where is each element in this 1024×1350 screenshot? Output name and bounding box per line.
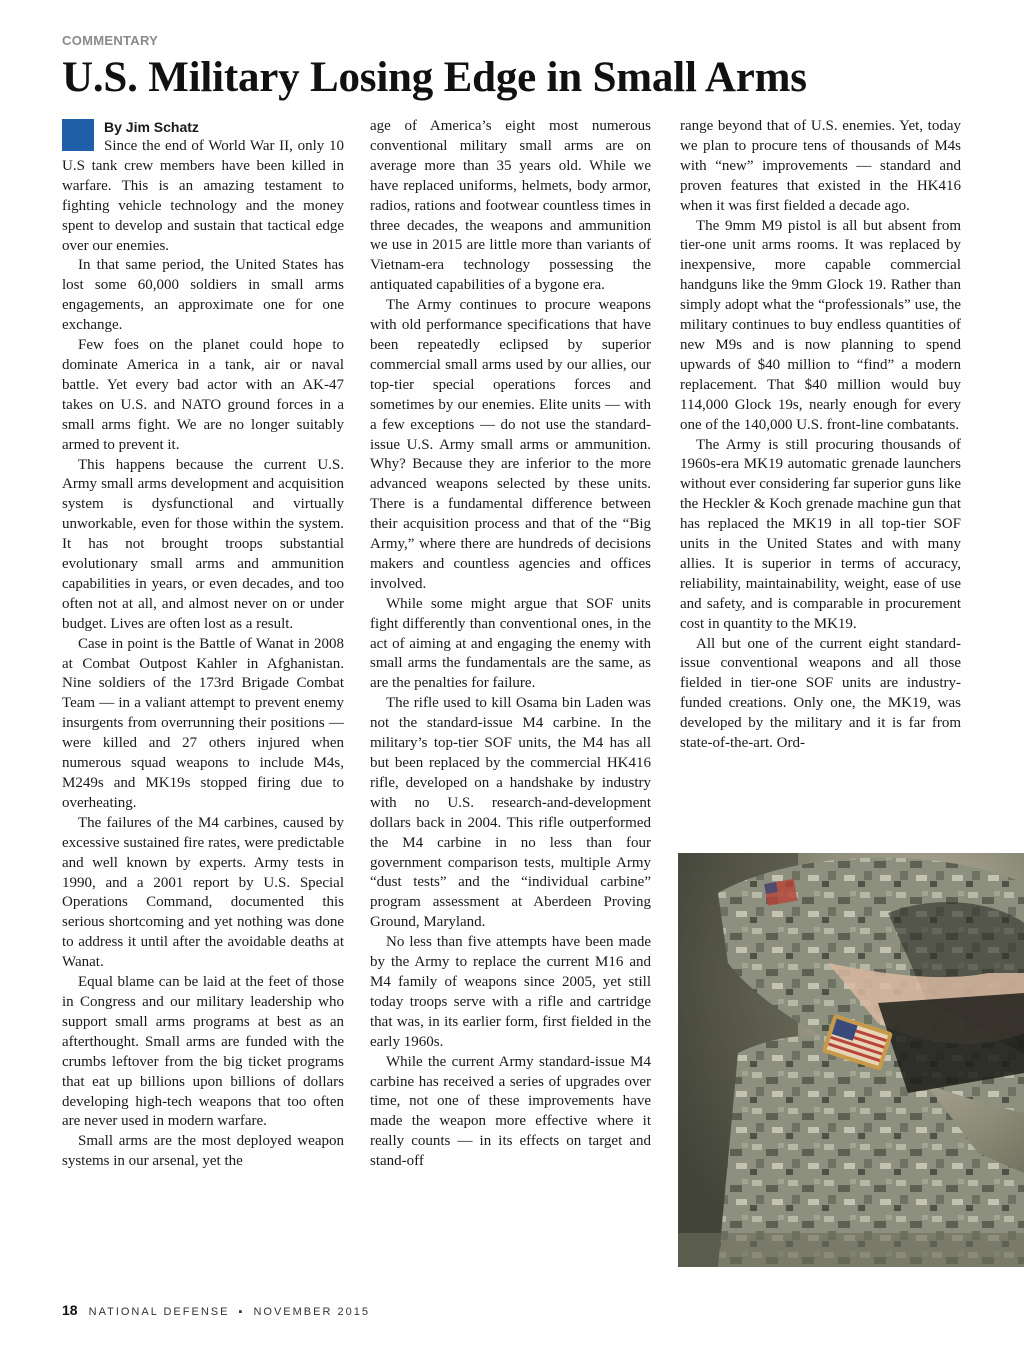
issue-date: NOVEMBER 2015 xyxy=(253,1306,370,1318)
paragraph: The failures of the M4 carbines, caused by excessive sustained fire rates, were predictable and well known by experts. Army tests in 1990, and a 2001 report by U.S. Special Operations Command, documented this serious shortcoming and yet nothing was done to address it until after the avoidable deaths at Wanat. xyxy=(62,814,344,971)
accent-square xyxy=(62,119,94,151)
publication-name: NATIONAL DEFENSE xyxy=(88,1306,230,1318)
paragraph: The Army is still procuring thousands of 1960s-era MK19 automatic grenade launchers without ever considering far superior guns like the Heckler & Koch grenade machine gun that has replaced the MK19 in all top-tier SOF units in the United States and with many allies. It is superior in terms of accuracy, reliability, maintainability, weight, ease of use and safety, and is comparable in procurement cost in quantity to the MK19. xyxy=(680,436,961,632)
paragraph: Since the end of World War II, only 10 U.S tank crew members have been killed in warfare. This is an amazing testament to fighting vehicle technology and the money spent to develop and sustain that tactical edge over our enemies. xyxy=(62,138,344,254)
byline: By Jim Schatz xyxy=(104,119,199,135)
paragraph: While some might argue that SOF units fight differently than conventional ones, in the act of aiming at and engaging the enemy with small arms the fundamentals are the same, as are the penalties for failure. xyxy=(370,595,651,692)
separator-icon: ▪ xyxy=(238,1306,245,1318)
soldier-photo xyxy=(678,853,1024,1267)
paragraph: The rifle used to kill Osama bin Laden was not the standard-issue M4 carbine. In the military’s top-tier SOF units, the M4 has all but been replaced by the commercial HK416 rifle, developed on a handshake by industry with no U.S. research-and-development dollars back in 2004. This rifle outperformed the M4 carbine in no less than four government comparison tests, multiple Army “dust tests” and the “individual carbine” program assessment at Aberdeen Proving Ground, Maryland. xyxy=(370,695,651,931)
headline: U.S. Military Losing Edge in Small Arms xyxy=(62,54,807,101)
paragraph: Equal blame can be laid at the feet of those in Congress and our military leadership who support small arms programs at best as an afterthought. Small arms are funded with the crumbs leftover from the big ticket programs that eat up billions upon billions of dollars developing high-tech weapons that too often are never used in modern warfare. xyxy=(62,974,344,1130)
paragraph: All but one of the current eight standard-issue conventional weapons and all those fielded in tier-one SOF units are industry-funded creations. Only one, the MK19, was developed by the military and it is far from state-of-the-art. Ord- xyxy=(680,635,961,752)
byline-row xyxy=(62,117,344,137)
paragraph: No less than five attempts have been made by the Army to replace the current M16 and M4 family of weapons since 2005, yet still today troops serve with a rifle and cartridge that was, in its earlier form, first fielded in the early 1960s. xyxy=(370,934,651,1050)
column-1 xyxy=(62,117,344,1172)
paragraph: Few foes on the planet could hope to dominate America in a tank, air or naval battle. Yet every bad actor with an AK-47 takes on U.S. and NATO ground forces in a small arms fight. We are no longer suitably armed to prevent it. xyxy=(62,337,344,453)
paragraph: age of America’s eight most numerous conventional military small arms are on average more than 35 years old. While we have replaced uniforms, helmets, body armor, radios, rations and footwear countless times in three decades, the weapons and ammunition we use in 2015 are little more than variants of Vietnam-era technology possessing the antiquated capabilities of a bygone era. xyxy=(370,118,651,294)
column-2 xyxy=(370,117,651,1172)
paragraph: range beyond that of U.S. enemies. Yet, today we plan to procure tens of thousands of M4s with “new” improvements — standard and proven features that existed in the HK416 when it was first fielded a decade ago. xyxy=(680,118,961,214)
column-3 xyxy=(680,117,961,754)
paragraph: The 9mm M9 pistol is all but absent from tier-one unit arms rooms. It was replaced by inexpensive, more capable commercial handguns like the 9mm Glock 19. Rather than simply adopt what the “professionals” use, the military continues to buy endless quantities of new M9s and is now planning to spend upwards of $40 million to “find” a modern replacement. That $40 million would buy 114,000 Glock 19s, nearly enough for every one of the 140,000 U.S. front-line combatants. xyxy=(680,217,961,433)
paragraph: In that same period, the United States has lost some 60,000 soldiers in small arms engagements, an approximate one for one exchange. xyxy=(62,257,344,334)
page-number: 18 xyxy=(62,1302,78,1318)
paragraph: This happens because the current U.S. Army small arms development and acquisition system is dysfunctional and virtually unworkable, even for those within the system. It has not brought troops substantial evolutionary small arms and ammunition capabilities in years, or even decades, and too often not at all, and almost never on or under budget. Lives are often lost as a result. xyxy=(62,456,344,632)
footer xyxy=(62,1302,370,1318)
paragraph: The Army continues to procure weapons with old performance specifications that have been repeatedly eclipsed by superior commercial small arms used by our allies, our top-tier special operations forces and sometimes by our enemies. Elite units — with a few exceptions — do not use the standard-issue U.S. Army small arms or ammunition. Why? Because they are inferior to the more advanced weapons selected by these units. There is a fundamental difference between their acquisition process and that of the “Big Army,” where there are hundreds of decisions makers and countless agencies and offices involved. xyxy=(370,297,651,592)
paragraph: Case in point is the Battle of Wanat in 2008 at Combat Outpost Kahler in Afghanistan. Nine soldiers of the 173rd Brigade Combat Team — in a valiant attempt to prevent enemy insurgents from overrunning their positions — were killed and 27 others injured when numerous squad weapons to include M4s, M249s and MK19s stopped firing due to overheating. xyxy=(62,635,344,811)
kicker: COMMENTARY xyxy=(62,33,159,48)
soldier-photo-illustration xyxy=(678,853,1024,1267)
paragraph: While the current Army standard-issue M4 carbine has received a series of upgrades over time, not one of these improvements have made the weapon more effective where it really counts — in its effects on target and stand-off xyxy=(370,1053,651,1170)
paragraph: Small arms are the most deployed weapon systems in our arsenal, yet the xyxy=(62,1133,344,1170)
